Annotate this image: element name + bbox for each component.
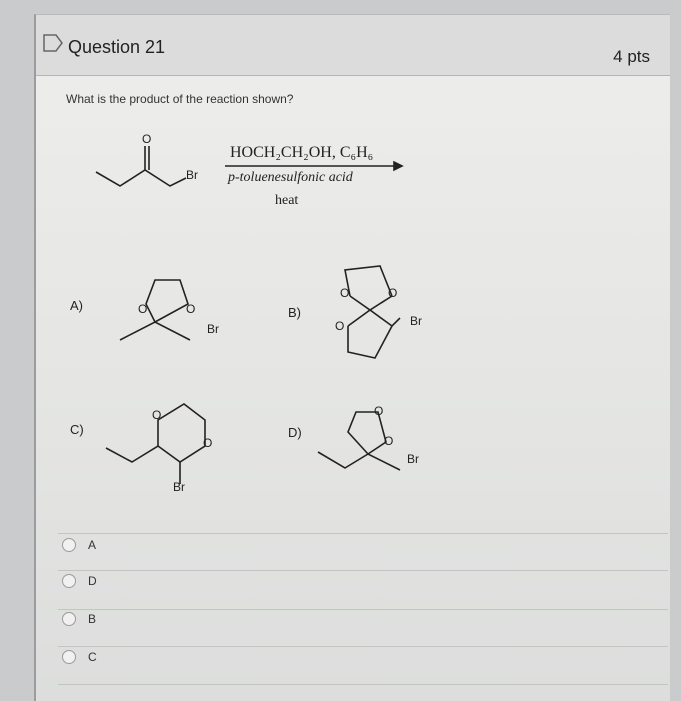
answer-option-d[interactable]: [62, 569, 97, 593]
answer-divider: [58, 646, 668, 647]
structure-a-label: A): [70, 298, 83, 313]
answer-label: C: [88, 650, 97, 664]
structure-b-atom: Br: [410, 314, 422, 328]
question-prompt: What is the product of the reaction shown?: [66, 92, 294, 106]
structure-d-label: D): [288, 425, 302, 440]
radio-button[interactable]: [62, 612, 76, 626]
carbonyl-double-bond: [145, 146, 149, 170]
radio-button[interactable]: [62, 574, 76, 588]
structure-b-label: B): [288, 305, 301, 320]
structure-b-atom: O: [340, 286, 350, 300]
answer-divider: [58, 533, 668, 534]
structure-a-bonds: [120, 280, 190, 340]
structure-b-atom: O: [388, 286, 398, 300]
structure-a-atom: O: [186, 302, 196, 316]
radio-button[interactable]: [62, 538, 76, 552]
answer-divider: [58, 684, 668, 685]
reactant-carbonyl-oxygen: O: [142, 132, 152, 146]
structure-c-atom: O: [203, 436, 213, 450]
structure-c-atom: Br: [173, 480, 185, 494]
structure-b-atom: O: [335, 319, 345, 333]
answer-option-c[interactable]: [62, 645, 97, 669]
structure-d-atom: Br: [407, 452, 419, 466]
reactant-bromine: Br: [186, 168, 198, 182]
reactant-bonds: [96, 170, 186, 186]
answer-option-b[interactable]: [62, 607, 96, 631]
radio-button[interactable]: [62, 650, 76, 664]
answer-label: D: [88, 574, 97, 588]
answer-label: A: [88, 538, 97, 552]
reagent-text: HOCH₂CH₂OH, C₆H₆: [230, 144, 374, 161]
question-title: Question 21: [68, 37, 166, 57]
structure-d-atom: O: [384, 434, 394, 448]
condition-text: heat: [275, 193, 299, 208]
structure-a-atom: Br: [207, 322, 219, 336]
question-points: 4 pts: [613, 47, 650, 66]
structure-c-atom: O: [152, 408, 162, 422]
structure-b-bonds: [345, 266, 400, 358]
catalyst-text: p-toluenesulfonic acid: [228, 170, 353, 185]
structure-a-atom: O: [138, 302, 148, 316]
answer-divider: [58, 570, 668, 571]
answer-divider: [58, 609, 668, 610]
answer-option-a[interactable]: [62, 533, 96, 557]
answer-label: B: [88, 612, 97, 626]
structure-c-label: C): [70, 422, 84, 437]
structure-d-atom: O: [374, 404, 384, 418]
